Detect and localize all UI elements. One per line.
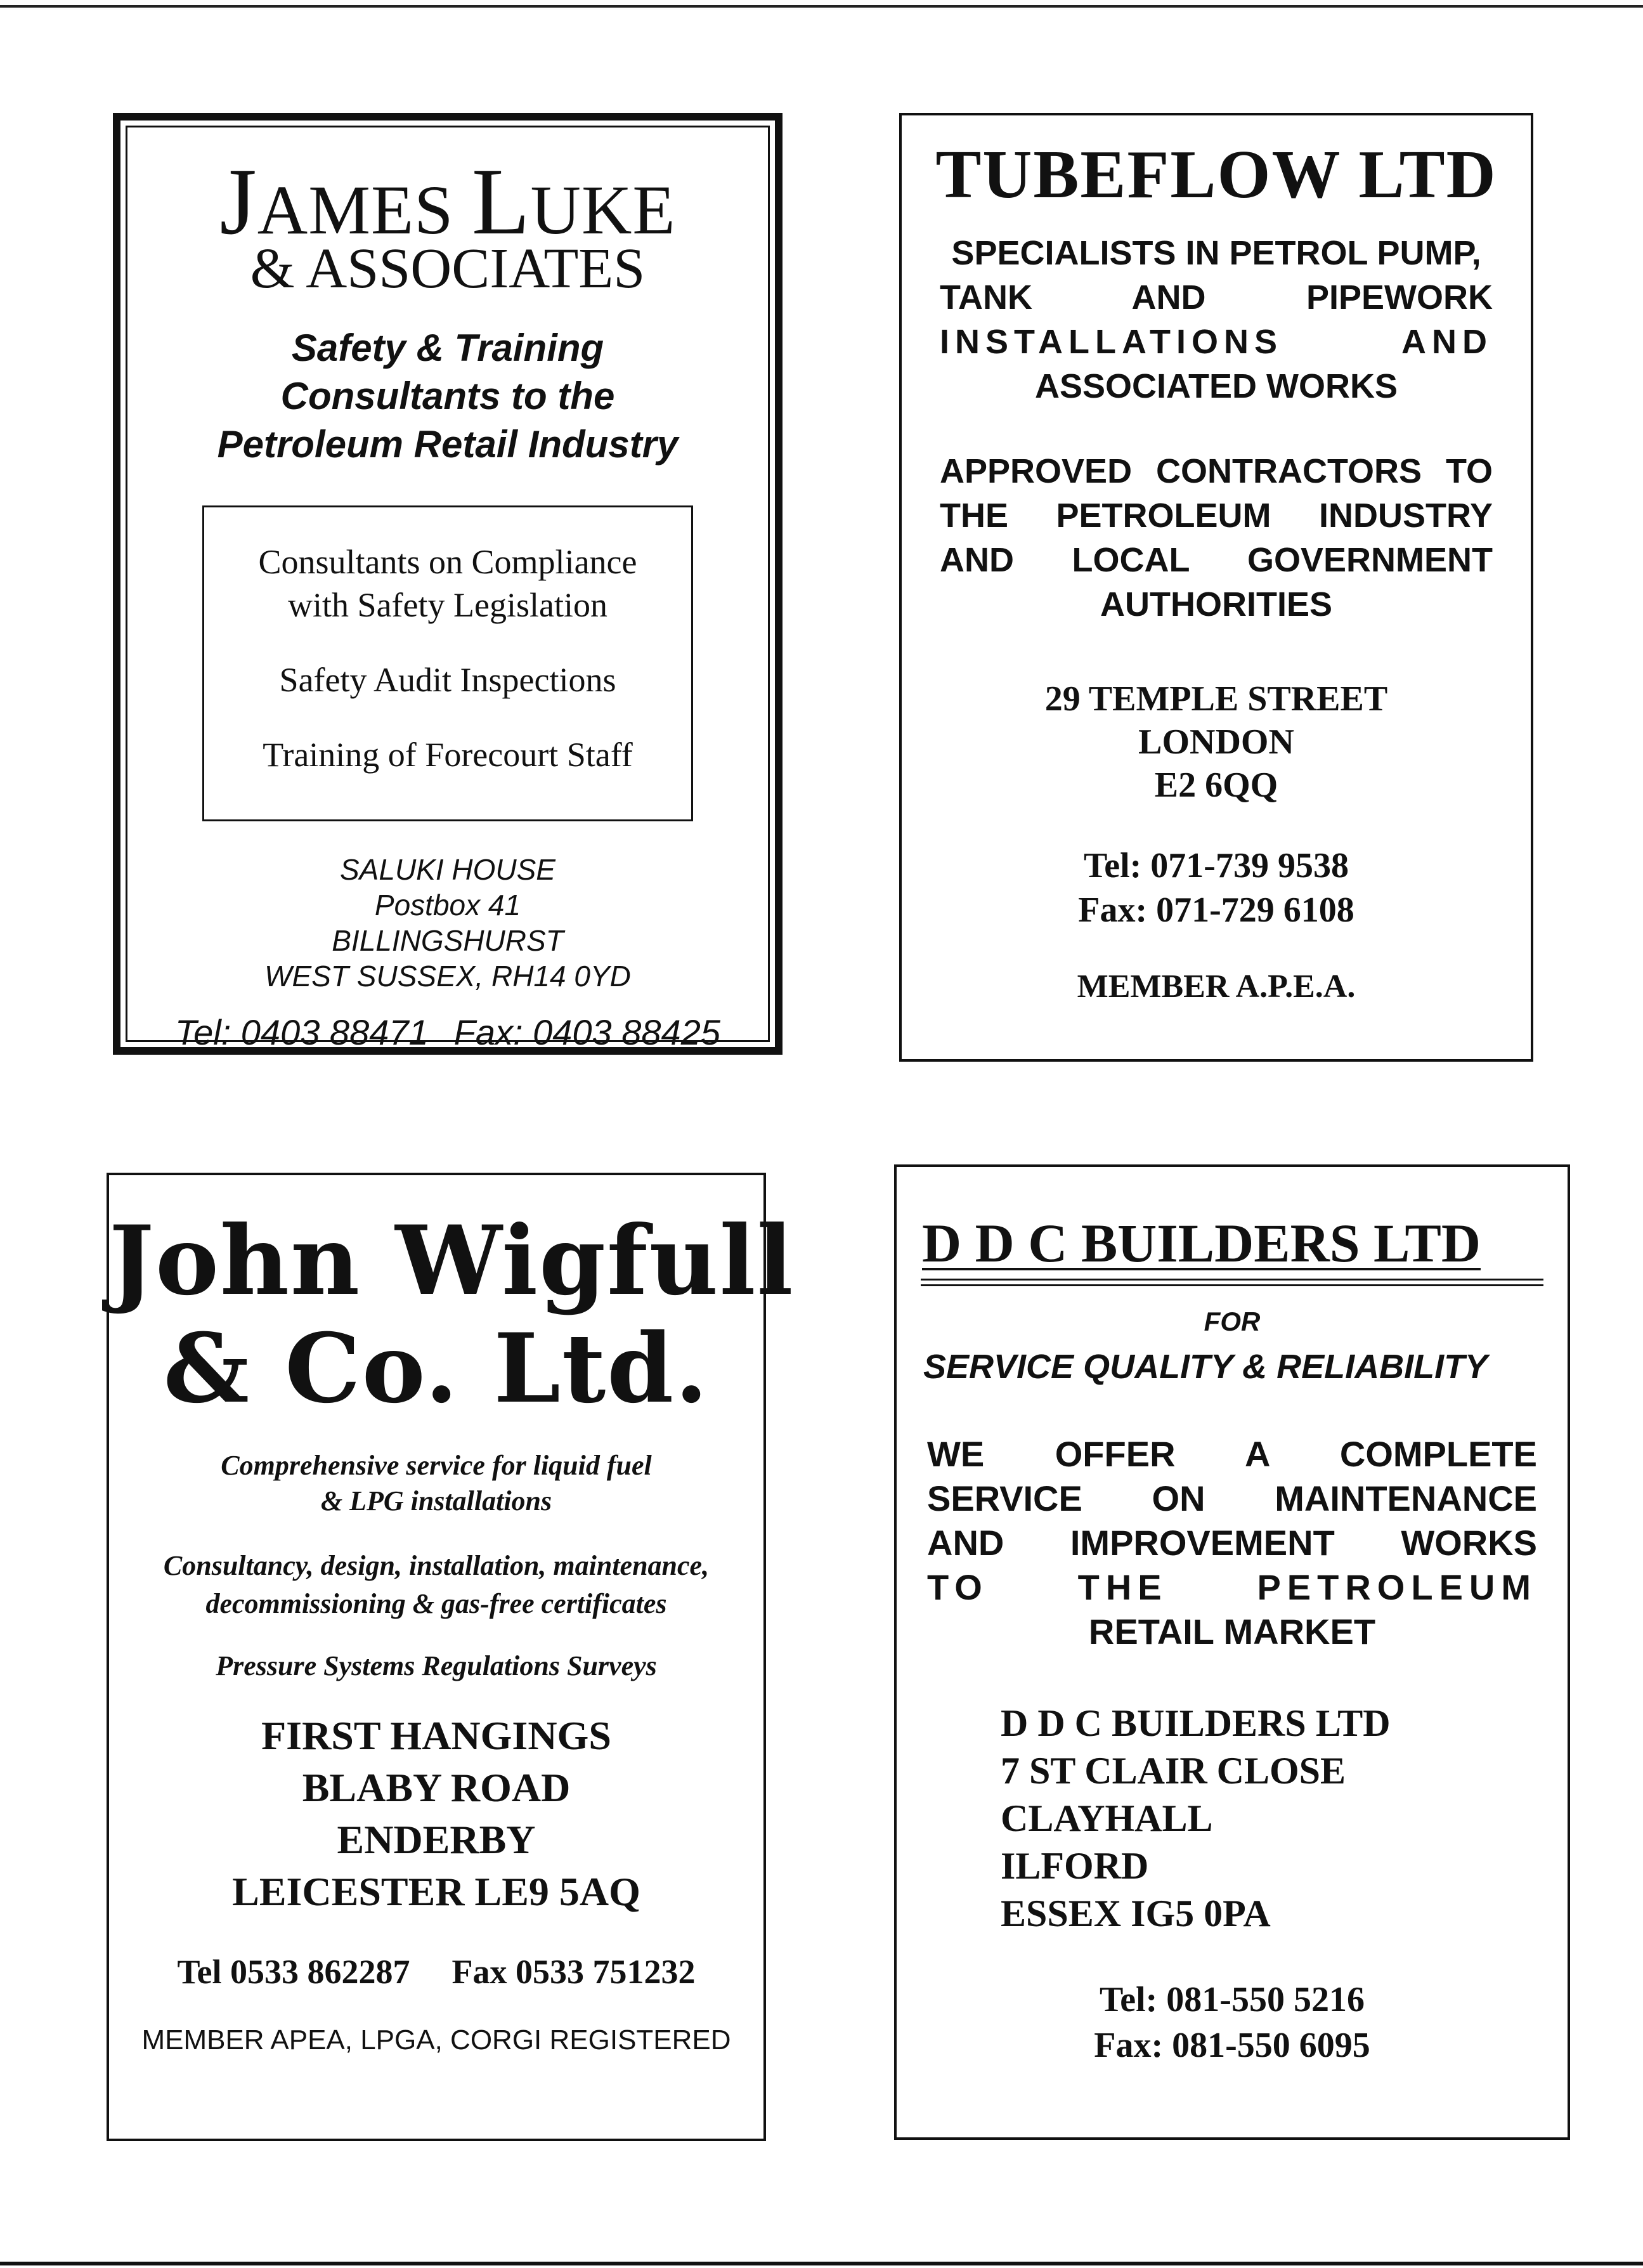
ad-ddc-builders [894,1164,1570,2140]
tubeflow-approved [902,449,1531,627]
phone-number: Tel: 0403 88471 [175,1012,429,1052]
text-line: ASSOCIATED WORKS [1034,367,1398,405]
tagline-line: Safety & Training [291,327,604,369]
logo-line: & Co. Ltd. [163,1313,710,1424]
fax-number: Fax 0533 751232 [451,1953,696,1991]
address-line: BLABY ROAD [302,1765,571,1810]
address-line: LONDON [1138,722,1294,762]
text-line: THE PETROLEUM INDUSTRY [940,497,1493,535]
phone-number: Tel: 081-550 5216 [1100,1980,1365,2019]
logo-line: John Wigfull [109,1205,795,1317]
text-line: WE OFFER A COMPLETE [927,1434,1537,1474]
address-line: D D C BUILDERS LTD [1001,1702,1391,1744]
text-line: AND IMPROVEMENT WORKS [927,1523,1537,1563]
address-line: ILFORD [1001,1845,1149,1887]
ddc-title-rule [921,1211,1543,1286]
james-luke-logo-line2: & ASSOCIATES [250,237,646,300]
ddc-contact [897,1977,1568,2068]
service-item: Training of Forecourt Staff [263,736,633,774]
james-luke-address [127,852,768,994]
text-line: TANK AND PIPEWORK [940,278,1493,316]
james-luke-logo [127,149,768,300]
bottom-rule [0,2262,1643,2265]
fax-number: Fax: 081-550 6095 [1094,2026,1370,2065]
text-line: INSTALLATIONS AND [940,323,1493,361]
address-line: ENDERBY [337,1817,536,1862]
tubeflow-address [902,677,1531,807]
tagline-line: Petroleum Retail Industry [217,423,679,466]
address-line: BILLINGSHURST [332,924,564,957]
james-luke-logo-line1: JAMES LUKE [219,149,676,254]
wigfull-surveys: Pressure Systems Regulations Surveys [216,1650,657,1681]
james-luke-tagline [127,324,768,469]
ad-james-luke [113,113,783,1055]
wigfull-membership: MEMBER APEA, LPGA, CORGI REGISTERED [141,2024,731,2056]
address-line: SALUKI HOUSE [340,853,555,886]
ad-tubeflow [899,113,1533,1062]
text-line: AUTHORITIES [1100,585,1332,623]
tagline-line: Consultants to the [280,375,615,417]
fax-number: Fax: 0403 88425 [453,1012,720,1052]
address-line: FIRST HANGINGS [261,1713,611,1758]
james-luke-contact [127,1012,768,1053]
address-line: ESSEX IG5 0PA [1001,1893,1271,1934]
ad-john-wigfull [107,1173,795,2141]
ad-james-luke-inner-border [126,126,770,1052]
service-item: Consultants on Compliance with Safety Legislation [258,543,637,624]
text-line: APPROVED CONTRACTORS TO [940,452,1493,490]
wigfull-services: Consultancy, design, installation, maintenance, decommissioning & gas-free certificates [163,1550,710,1619]
ddc-address [897,1700,1568,1938]
ddc-tagline: SERVICE QUALITY & RELIABILITY [923,1348,1488,1386]
text-line: SPECIALISTS IN PETROL PUMP, [951,234,1481,272]
tubeflow-specialists [902,231,1531,408]
wigfull-contact [109,1952,763,1991]
address-line: LEICESTER LE9 5AQ [232,1869,640,1914]
phone-number: Tel: 071-739 9538 [1084,846,1349,885]
james-luke-services-box [202,505,693,821]
address-line: WEST SUSSEX, RH14 0YD [264,960,631,993]
ddc-offer [897,1432,1568,1654]
address-line: E2 6QQ [1154,766,1278,805]
address-line: CLAYHALL [1001,1797,1213,1839]
address-line: 29 TEMPLE STREET [1044,679,1388,719]
john-wigfull-logo [109,1205,795,1424]
phone-number: Tel 0533 862287 [177,1953,410,1991]
tubeflow-contact [902,844,1531,932]
text-line: RETAIL MARKET [1088,1612,1376,1652]
top-rule [0,5,1643,8]
text-line: AND LOCAL GOVERNMENT [940,541,1493,579]
tubeflow-title: TUBEFLOW LTD [935,137,1497,212]
text-line: TO THE PETROLEUM [927,1567,1538,1607]
fax-number: Fax: 071-729 6108 [1078,890,1354,930]
tubeflow-membership: MEMBER A.P.E.A. [1077,968,1356,1005]
ddc-title: D D C BUILDERS LTD [922,1213,1481,1274]
service-item: Safety Audit Inspections [279,661,616,699]
address-line: 7 ST CLAIR CLOSE [1001,1750,1346,1792]
wigfull-address [109,1710,763,1918]
address-line: Postbox 41 [374,889,521,922]
text-line: SERVICE ON MAINTENANCE [927,1478,1538,1518]
ddc-for: FOR [1204,1307,1261,1336]
wigfull-description: Comprehensive service for liquid fuel & LPG installations [221,1450,652,1516]
